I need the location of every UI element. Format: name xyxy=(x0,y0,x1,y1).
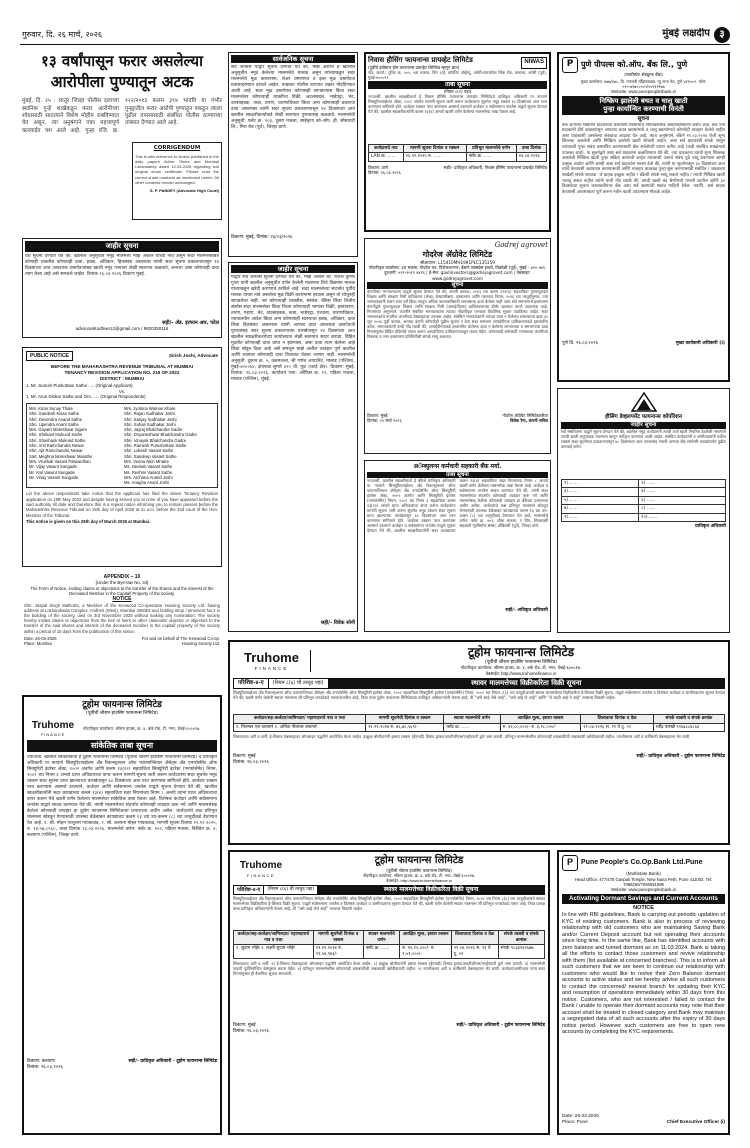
truhome-logo-1 xyxy=(233,650,311,672)
bank-right-cell: २) ...... xyxy=(639,479,726,488)
respondent-right-item: Shri. Sandeep Vasant Sathe xyxy=(124,453,177,459)
truhome-logo-1-sub: FINANCE xyxy=(254,666,289,672)
bank-right-title: जाहीर सूचना xyxy=(561,422,726,429)
truhome-table-cell: फ्लॅट क्र. ...... xyxy=(363,945,399,959)
lead-headline-1: १३ वर्षांपासून फरार असलेल्या xyxy=(41,52,203,70)
truhome-table-header: आरक्षित मूल्य, इसारा रक्कम xyxy=(500,715,581,724)
appendix-label: NOTICE xyxy=(112,596,132,603)
public-notice-en xyxy=(22,347,222,567)
niwas-table-header: प्रतिभूत मालमत्तेचे वर्णन xyxy=(466,144,516,153)
header-divider xyxy=(20,44,730,45)
versus-line: Vs. xyxy=(118,388,126,394)
sarvajanik-body: सर्व जनतेस याद्वारे सूचना देण्यात येते की, माझे अशील हे खालील अनुसूचीत नमूद केलेल्या मालमत्तेचे मालक असून त्यांच्याकडून सदर मालमत्तेचे मूळ करारनामा, शेअर प्रमाणपत्र व इतर मूळ दस्तऐवज प्रवासादरम्यान हरवले आहेत. याबाबत पोलीस ठाण्यात तक्रार नोंदविण्यात आली आहे. सदर मूळ दस्तऐवज कोणासही सापडल्यास किंवा सदर मालमत्तेवर कोणत्याही व्यक्तीचा विक्री, अदलाबदल, भाडेपट्टा, भेट, वारसाहक्क, ताबा, तारण, धारणाधिकार किंवा अन्य कोणत्याही प्रकारचा दावा असल्यास त्यांनी सदर सूचना प्रकाशनापासून १४ दिवसांच्या आत खालील स्वाक्षरीकर्त्याकडे लेखी स्वरुपात पुराव्यासह कळवावे. मालमत्तेची अनुसूची: फ्लॅट क्र. २०३, दुसरा मजला, साईकृपा को-ऑप. हौ. सोसायटी लि., मिरा रोड (पूर्व), जिल्हा ठाणे. xyxy=(231,65,355,131)
niwas-place: ठिकाण: ठाणे xyxy=(368,164,389,170)
bank-mid-sign: सही/- अधिकृत अधिकारी xyxy=(505,608,548,614)
pune-en-date: Date: 26.03.2026 xyxy=(562,1114,599,1120)
mid-public-notice-title: जाहीर सूचना xyxy=(231,265,355,273)
godrej-signatory: विवेक रैना, कंपनी सचिव xyxy=(510,417,548,423)
appendix-subtitle: [Under the Bye-law No. 34] xyxy=(95,580,149,586)
truhome-sale-body-2: सिक्युरिटायझेशन अँड रिकन्स्ट्रक्शन ऑफ फायनान्शियल ॲसेट्स अँड एनफोर्समेंट ऑफ सिक्युरिटी इंटरेस्ट ॲक्ट, २००२ सहवाचिता सिक्युरिटी इंटरेस्ट (एनफोर्समेंट) नियम, २००२ च्या नियम ८(६) च्या तरतुदीअन्वये स्थावर मालमत्तेच्या विक्रीकरिता ई-लिलाव विक्री सूचना. याद्वारे सर्वसामान्य जनतेस व विशेषतः कर्जदार व जामीनदारांना सूचना देण्यात येते की, खाली वर्णन केलेली स्थावर मालमत्ता जी प्रतिभूत धनकोकडे तारण आहे, तिचा प्रत्यक्ष ताबा प्राधिकृत अधिकाऱ्यांनी घेतला आहे, ती "जसे आहे जेथे आहे" तत्त्वावर विकली जाईल. xyxy=(233,896,545,911)
truhome-logo-2-text: Truhome xyxy=(239,860,283,872)
pune-english-notice xyxy=(557,850,730,1135)
respondents-list xyxy=(26,403,218,488)
godrej-notice xyxy=(364,238,551,454)
godrej-name: गोदरेज ॲग्रोवेट लिमिटेड xyxy=(422,249,493,259)
respondent-left-item: Shri. Upendra Anant Sathe xyxy=(29,421,79,427)
truhome-place-1: ठिकाण: मुंबई xyxy=(233,754,256,760)
pune-en-title: Activating Dormant Savings and Current Accounts xyxy=(562,894,725,904)
pune-bank-website-mr: Website: www.punepeoplesbank.in xyxy=(611,88,676,94)
bank-right-row xyxy=(562,513,726,522)
pune-en-sub: (Multistate Bank) xyxy=(626,871,661,876)
masthead-title: मुंबई लक्षदीप xyxy=(662,28,710,39)
bank-right-table xyxy=(561,479,726,523)
niwas-table-cell: फ्लॅट क्र. ...... xyxy=(466,153,516,162)
truhome-officer-2: सही/- प्राधिकृत अधिकारी - टूहोम फायनान्स लिमिटेड xyxy=(456,1023,545,1028)
truhome-table-cell: रु. १५,१०,०००/- रु. १,५१,०००/- xyxy=(400,945,451,959)
truhome-left-name: टूहोम फायनान्स लिमिटेड xyxy=(82,700,162,710)
respondent-right-item: Shri. Sanjay Sudhakar Joshi xyxy=(124,416,177,422)
bank-right-cell: ५) ...... xyxy=(562,496,639,505)
truhome-left-address: नोंदणीकृत कार्यालय: श्रीराम हाउस, क्र. ४, बर्क रोड, टी. नगर, चेन्नई-६०००१७. xyxy=(83,725,201,731)
truhome-left-body: ज्याअर्थी, खालील स्वाक्षरीकर्ता हे टूहोम फायनान्स लिमिटेड (पूर्वीची श्रीराम हाउसिंग फायनान्स लिमिटेड) चे प्राधिकृत अधिकारी या नात्याने सिक्युरिटायझेशन अँड रिकन्स्ट्रक्शन ऑफ फायनान्शियल ॲसेट्स अँड एनफोर्समेंट ऑफ सिक्युरिटी इंटरेस्ट ॲक्ट, २००२ अंतर्गत आणि कलम १३(१२) सहवाचिता सिक्युरिटी इंटरेस्ट (एनफोर्समेंट) नियम, २००२ च्या नियम ३ अन्वये प्राप्त अधिकाराचा वापर करून मागणी सूचना जारी करून कर्जदारांना सदर सूचनेत नमूद रक्कम सदर सूचना प्राप्त झाल्याच्या तारखेपासून ६० दिवसांच्या आत परत करण्यास सांगितले होते. कर्जदार रक्कम परत करण्यास असमर्थ ठरल्याने, कर्जदार आणि सर्वसामान्य जनतेस याद्वारे सूचना देण्यात येते की, खालील स्वाक्षरीकर्त्यांनी सदर कायद्याच्या कलम १३(४) सहवाचिता सदर नियमांच्या नियम ८ अन्वये त्यांना प्राप्त अधिकाराचा वापर करून येथे खाली वर्णन केलेल्या मालमत्तेचा सांकेतिक ताबा घेतला आहे. विशेषतः कर्जदार आणि सर्वसामान्य जनतेस याद्वारे सावध करण्यात येते की, त्यांनी मालमत्तेच्या संदर्भात कोणताही व्यवहार करू नये आणि मालमत्तेसह केलेला कोणताही व्यवहार हा टूहोम फायनान्स लिमिटेडच्या प्रभाराच्या अधीन असेल. कर्जदारांचे लक्ष प्रतिभूत मालमत्ता सोडवून घेण्यासाठी उपलब्ध वेळेबाबत कायद्याच्या कलम १३ च्या उप-कलम (८) च्या तरतुदीकडे वेधण्यात येत आहे. १. श्री. मोहन परशुराम गायकवाड, २. सौ. कल्पना मोहन गायकवाड, मागणी सूचना दिनांक १२.१२.२०२५, रु. १४,५७,८९६/-, ताबा दिनांक २३.०३.२०२६. मालमत्तेचे वर्णन: फ्लॅट क्र. १०२, पहिला मजला, बिल्डिंग क्र. ४, कल्याण (पश्चिम), जिल्हा ठाणे. xyxy=(27,755,217,839)
sarvajanik-place-date: ठिकाण: मुंबई, दिनांक: २६/०३/२०२६ xyxy=(231,235,293,241)
truhome-sale-notice-1 xyxy=(228,640,730,845)
niwas-notice xyxy=(364,52,551,232)
niwas-table-row xyxy=(369,153,547,162)
respondent-right-item: Shri. Suhas Sudhakar Joshi xyxy=(124,421,176,427)
respondent-left-item: Shri. Ajit Ramchandra Newar xyxy=(29,448,83,454)
respondent-left-item: Shri. Devendra Anand Sathe xyxy=(29,416,83,422)
pune-en-section: NOTICE xyxy=(633,905,654,912)
sarvajanik-notice xyxy=(228,52,358,257)
respondent-right-item: Shri. Ramesh Purushottam Sathe xyxy=(124,443,187,449)
truhome-name-1: टूहोम फायनान्स लिमिटेड xyxy=(467,645,575,659)
truhome-address-2: नोंदणीकृत कार्यालय: श्रीराम हाउस, क्र. ४, बर्क रोड, टी. नगर, चेन्नई-६०००१७. xyxy=(362,872,476,878)
truhome-left-date: दिनांक: २६.०३.२०२६ xyxy=(27,1065,63,1071)
respondent-right-item: Shri. Rajan Sudhakar Joshi xyxy=(124,411,175,417)
respondent-left-item: Mr. Atul Vasant Sangade xyxy=(29,469,75,475)
public-notice-issued: This notice is given on this 26th day of March 2026 at Mumbai. xyxy=(26,518,151,524)
niwas-table-cell: २६.११.२०२५ रु. ...... xyxy=(403,153,466,162)
corrigendum-signatory: S. P. PANDEY (Advocate High Court) xyxy=(149,188,219,194)
pune-signatory-mr: मुख्य कार्यकारी अधिकारी (i) xyxy=(675,340,725,346)
bank-right-row xyxy=(562,488,726,497)
appendix-body: Shri. Jaspal Singh Malhotra, a Member of the Kenwood Co-operative Housing Society Ltd. having address at Lokhandwala Complex, Andheri (West), Mumbai 400053 and holding shop / tenement No.2 in the building of the society, died on 3rd November 2025 without making any nomination. The society hereby invites claims or objections from the heir or heirs or other claimants/ objector or objectors to the transfer of the said shares and interest of the deceased member in the capital/ property of the society within a period of 15 days from the publication of this notice. xyxy=(24,602,220,634)
niwas-officer: सही/- प्राधिकृत अधिकारी, निवास हौसिंग फायनान्स प्रायव्हेट लिमिटेड xyxy=(443,164,547,170)
bank-right-row xyxy=(562,505,726,514)
truhome-table-cell: संपर्क ९८३३१३२६७७ xyxy=(498,945,544,959)
appendix-title: APPENDIX – 10 xyxy=(103,574,141,580)
bank-right-name: हौसिंग डेव्हलपमेंट फायनान्स कॉर्पोरेशन xyxy=(605,414,682,420)
bank-right-cell: ८) ...... xyxy=(639,505,726,514)
niwas-table xyxy=(368,144,547,162)
truhome-date-2: दिनांक: २६.०३.२०२६ xyxy=(233,1028,269,1034)
left-public-notice-body: येथे सूचना देण्यात येते की, खालील अनुसूचीत नमूद मालमत्ता माझे अशील यांच्या नावे असून सदर मालमत्तेबाबत कोणाही व्यक्तीस कोणताही दावा, हक्क, अधिकार, हितसंबंध असल्यास त्यांनी सदर सूचना प्रकाशनापासून १४ दिवसांच्या आत आवश्यक दस्तऐवजांसह खाली नमूद पत्त्यावर लेखी स्वरुपात कळवावे, अन्यथा असा कोणताही दावा त्याग केला आहे असे समजले जाईल. दिनांक २६.०३.२०२६ ठिकाण मुंबई. xyxy=(25,253,219,277)
truhome-table-1 xyxy=(233,714,725,732)
respondent-right-item: Ms. Anagha Anant Joshi xyxy=(124,480,169,486)
niwas-rule: (नियम ८(१) पहा) xyxy=(443,88,472,94)
pune-en-signatory: Chief Executive Officer (i) xyxy=(666,1120,725,1126)
truhome-table-cell: रवींद्र पारखी ९१६७८८४८६४ xyxy=(653,723,724,732)
truhome-left-logo-text: Truhome xyxy=(31,719,75,731)
bank-right-cell: ६) ...... xyxy=(639,496,726,505)
respondent-left-item: Mrs. Kiran Sunay Thate xyxy=(29,405,73,411)
opponent-line: 1. Mr. Arun Dinkar Sathe and Ors. ..... (Original Respondents) xyxy=(26,394,146,400)
truhome-left-logo-sub: FINANCE xyxy=(40,732,66,738)
truhome-symbolic-notice xyxy=(22,695,222,1135)
respondent-right-item: Mrs. Archana Anand Joshi xyxy=(124,474,173,480)
respondent-left-item: Shri. Anil Ramchandra Newar xyxy=(29,443,84,449)
bank-right-cell: ७) ...... xyxy=(562,505,639,514)
pune-place-mr: पुणे दि. २६.०३.२०२६ xyxy=(562,340,598,346)
tribunal-name: BEFORE THE MAHARASHTRA REVENUE TRIBUNAL AT MUMBAI xyxy=(50,364,194,370)
bank-mid-name: अॅम्ब्युलन्स कर्मचारी सहकारी बँक मर्या. xyxy=(413,463,502,470)
truhome-website-2: वेबसाईट: http://www.truhomefinance.in xyxy=(386,877,452,883)
truhome-table-header: स्थावर मालमत्तेचे वर्णन xyxy=(363,931,399,945)
bank-right-sign: प्राधिकृत अधिकारी xyxy=(695,524,726,530)
truhome-website-1: वेबसाईट: http://www.truhomefinance.in xyxy=(485,671,557,677)
niwas-notice-title: ताबा सूचना xyxy=(368,81,547,89)
pune-section-mr: सूचना xyxy=(637,115,650,122)
respondents-left xyxy=(29,406,120,485)
left-public-notice-title: जाहीर सूचना xyxy=(25,241,219,252)
godrej-contact: दूरध्वनी: ०२२-२५१९ ४४१६ | ई-मेल: gavlinvestors@godrejagrovet.com | वेबसाइट: www.godrejagrovet.com xyxy=(384,270,531,281)
public-notice-badge: PUBLIC NOTICE xyxy=(26,351,73,361)
godrej-date: दिनांक: २५ मार्च २०२६ xyxy=(367,417,402,423)
advocate-contact: advsonalKodhwe12@gmail.com / 9820350116 xyxy=(75,326,169,331)
truhome-table-cell: फ्लॅट क्र. ...... xyxy=(444,723,501,732)
truhome-left-title: सांकेतिक ताबा सूचना xyxy=(27,740,217,752)
truhome-left-place: ठिकाण: कल्याण xyxy=(27,1059,55,1065)
truhome-appendix-1: परिशिष्ट-४-ए xyxy=(234,679,269,688)
respondent-left-item: Mrs. Gayatri Moreshwar Sigare xyxy=(29,427,87,433)
niwas-address: नोंद. कार्या.: युनिट क्र. ५०५, ५वा मजला, विंग २/ई, कॉर्पोरेट ॲव्हेन्यू, अंधेरी-घाटकोपर लिंक रोड, चकाला, अंधेरी (पूर्व), मुंबई-४०००९९. xyxy=(368,70,547,80)
truhome-table-header: मागणी सूचनेची दिनांक व रक्कम xyxy=(313,931,363,945)
respondent-right-item: Shri. Dnyaneshwar Bhalchandra Gadre xyxy=(124,432,197,438)
niwas-table-cell: LAN क्र. ...... xyxy=(369,153,404,162)
lead-body: मुंबई, दि. २५ : लातूर जिल्हा पोलीस दलाच्या स्थानिक गुन्हे शाखेकडून फरार आरोपीच्या शोधासाठी सातत्याने विशेष मोहीम राबविण्यात येत असून, त्या अनुषंगाने एका महत्त्वपूर्ण कारवाईत यश आले आहे. गुन्हा रजि. क्र. १२२/२०१३ कलम ३९४ भादवि या गंभीर गुन्ह्यातील फरार आरोपी पुण्याहून पकडून त्याला पुढील तपासासाठी संबंधित पोलीस ठाण्याच्या ताब्यात देण्यात आले आहे. xyxy=(22,98,222,134)
godrej-body: कंपनीच्या भागधारकांना याद्वारे सूचना देण्यात येते की, कंपनी कायदा, २०१३ च्या कलम १२४(६) सहवाचिता गुंतवणूकदार शिक्षण आणि संरक्षण निधी प्राधिकरण (लेखा, लेखापरीक्षण, हस्तांतरण आणि परतावा) नियम, २०१६ च्या तरतुदीनुसार, ज्या भागधारकांनी सलग सात वर्षे किंवा त्याहून अधिक कालावधीसाठी लाभांशाचा दावा केलेला नाही अशा सर्व समभागांचे हस्तांतरण कंपनीद्वारे गुंतवणूकदार शिक्षण आणि संरक्षण निधी (आयईपीएफ) प्राधिकरणाच्या डीमॅट खात्यात करणे आवश्यक आहे. नियमांच्या अनुषंगाने, कंपनीने संबंधित भागधारकांना त्यांच्या नोंदणीकृत पत्त्यावर वैयक्तिक सूचना पाठविल्या आहेत. सदर भागधारकांचे तपशील कंपनीच्या वेबसाइटवर उपलब्ध आहेत. संबंधित भागधारकांनी त्यांच्या दावा न केलेल्या लाभांशाचा दावा ३० जून २०२६ पूर्वी करावा, अन्यथा कंपनी कोणतीही पुढील सूचना न देता सदर समभाग आयईपीएफ प्राधिकरणाकडे हस्तांतरित करेल. भागधारकांनी याची नोंद घ्यावी की, आयईपीएफकडे हस्तांतरित केलेल्या दावा न केलेल्या लाभांशाचा व समभागांचा दावा नियमांनुसार विहित प्रक्रियेचे पालन करून आयईपीएफ प्राधिकरणाकडून करता येईल. कोणत्याही शंकेसाठी भागधारक कंपनीच्या निबंधक व भाग हस्तांतरण प्रतिनिधीशी संपर्क साधू शकतात. xyxy=(367,288,548,339)
truhome-table-header: स्थावर मालमत्तेचे वर्णन xyxy=(444,715,501,724)
godrej-address: नोंदणीकृत कार्यालय: ३रा मजला, गोदरेज वन, पिरोजशानगर, ईस्टर्न एक्सप्रेस हायवे, विक्रोळी (पूर्व), मुंबई - ४०० ०७९. xyxy=(368,265,547,270)
left-public-notice-sign: सही/- ॲड. इरफान आर. पटेल xyxy=(162,319,219,326)
truhome-name-2: टूहोम फायनान्स लिमिटेड xyxy=(374,855,464,866)
pune-title-2: पुन्हा कार्यान्वित करण्याची विनंती xyxy=(562,105,725,114)
case-line: TENANCY REVISION APPLICATION NO. 219 OF 2022 xyxy=(64,369,180,375)
corrigendum-title: CORRIGENDUM xyxy=(153,145,201,151)
truhome-sale-body-1: सिक्युरिटायझेशन अँड रिकन्स्ट्रक्शन ऑफ फायनान्शियल ॲसेट्स अँड एनफोर्समेंट ऑफ सिक्युरिटी इंटरेस्ट ॲक्ट, २००२ सहवाचिता सिक्युरिटी इंटरेस्ट (एनफोर्समेंट) नियम, २००२ च्या नियम ८(६) च्या तरतुदीअन्वये स्थावर मालमत्तेच्या विक्रीकरिता ई-लिलाव विक्री सूचना. याद्वारे सर्वसामान्य जनतेस व विशेषतः कर्जदार व जामीनदारांना सूचना देण्यात येते की, खाली वर्णन केलेली स्थावर मालमत्ता जी प्रतिभूत धनकोकडे तारण/प्रभारित आहे, तिचा ताबा टूहोम फायनान्स लिमिटेडच्या प्राधिकृत अधिकाऱ्यांनी घेतला आहे, ती "जसे आहे जेथे आहे", "जसे आहे जे आहे" आणि "जे काही आहे ते आहे" तत्त्वावर विकली जाईल. xyxy=(233,690,725,701)
lead-headline-2: आरोपीला पुण्यातून अटक xyxy=(50,72,194,91)
truhome-rule-2: (नियम ८(६) ची तरतूद पहा) xyxy=(264,886,318,894)
bank-right-cell: १०) ...... xyxy=(639,513,726,522)
appendix-subtitle2: The Form of Notice, inviting claims or objections to the transfer of the shares and the interest of the Deceased Member in the Capital/ Property of the society. xyxy=(30,585,214,596)
truhome-name-sub-1: (पूर्वीची श्रीराम हाउसिंग फायनान्स लिमिटेड) xyxy=(485,660,557,665)
truhome-sale-notice-2 xyxy=(228,850,550,1135)
truhome-sale-title-1: स्थावर मालमत्तेच्या विक्रीकरिता विक्री सूचना xyxy=(329,679,724,688)
truhome-table-header: कर्जदार/सह-कर्जदार/जामिनदार/ गहाणदाराचे नाव व पत्ता xyxy=(234,931,314,945)
truhome-table-cell: २१.०४.२०२६ स. ११ ते दु. ०१ xyxy=(581,723,654,732)
pune-bank-logo-icon: P xyxy=(562,57,578,73)
bank-right-logo-icon xyxy=(561,392,726,412)
niwas-table-header: कर्जदाराचे नाव xyxy=(369,144,404,153)
niwas-name: निवास हौसिंग फायनान्स प्रायव्हेट लिमिटेड xyxy=(368,56,473,64)
godrej-notice-title: सूचना xyxy=(367,282,548,289)
truhome-table-header: आरक्षित मूल्य, इसारा रक्कम xyxy=(400,931,451,945)
mid-public-notice-body: याद्वारे सर्व जनतेस सूचना देण्यात येते की, माझे अशील श्री. राजेश कुमार गुप्ता यांनी खालील अनुसूचीत वर्णन केलेली मालमत्ता तिचे विद्यमान मालक यांच्याकडून खरेदी करण्याचे ठरविले आहे. सदर मालमत्तेच्या संदर्भात पूर्वीचे मालक यांच्या नावे असलेला मूळ विक्री करारनामा हरवला असून तो शोधूनही सापडलेला नाही. जर कोणत्याही व्यक्तीस, संस्थेस, बँकेस किंवा वित्तीय संस्थेस सदर मालमत्तेवर किंवा तिच्या कोणत्याही भागावर विक्री, हस्तांतरण, तारण, गहाण, भेट, वारसाहक्क, ताबा, भाडेपट्टा, परवाना, धारणाधिकार, न्यायालयीन आदेश किंवा अन्य कोणत्याही स्वरुपाचा हक्क, अधिकार, दावा किंवा हितसंबंध असल्यास त्यांनी आपला दावा आवश्यक दस्तऐवजी पुराव्यांसह सदर सूचना प्रकाशनाच्या तारखेपासून १४ दिवसांच्या आत खालील स्वाक्षरीकर्त्याच्या कार्यालयात लेखी स्वरुपात सादर करावा. विहित मुदतीत कोणताही दावा प्राप्त न झाल्यास, असा दावा त्याग केलेला आहे किंवा सोडून दिला आहे असे समजून माझे अशील व्यवहार पूर्ण करतील आणि त्यानंतर कोणताही दावा विचारात घेतला जाणार नाही. मालमत्तेची अनुसूची: दुकान क्र. ५, तळमजला, श्री गणेश अपार्टमेंट, मालाड (पश्चिम), मुंबई-४०००६४, क्षेत्रफळ सुमारे ३२० चौ. फूट (चटई क्षेत्र). ठिकाण: मुंबई, दिनांक: २६.०३.२०२६. कार्यालय पत्ता: ऑफिस क्र. ११, पहिला मजला, मालाड (पश्चिम), मुंबई. xyxy=(231,275,355,383)
truhome-table-row xyxy=(234,723,725,732)
niwas-table-cell: २३.०३.२०२६ xyxy=(516,153,546,162)
pune-en-name: Pune People's Co.Op.Bank Ltd.Pune xyxy=(581,858,703,866)
appendix-date: Date: 26-03-2026 xyxy=(24,635,57,641)
truhome-address-1: नोंदणीकृत कार्यालय: श्रीराम हाउस, क्र. ४, बर्क रोड, टी. नगर, चेन्नई-६०००१७. xyxy=(460,665,582,671)
truhome-table-header: कर्जदार/सह-कर्जदार/जामिनदार/ गहाणदाराचे नाव व पत्ता xyxy=(234,715,366,724)
truhome-left-officer: सही/- प्राधिकृत अधिकारी - टूहोम फायनान्स लिमिटेड xyxy=(128,1059,217,1065)
mid-public-notice-sign: सही/- विवेक सोनी xyxy=(320,620,355,627)
truhome-logo-2-sub: FINANCE xyxy=(246,872,276,878)
bank-right-cell: ३) ...... xyxy=(562,488,639,497)
truhome-table-cell: २९.११.२०२४ रु. १९,५४,९४३/- xyxy=(313,945,363,959)
godrej-place: ठिकाण: मुंबई xyxy=(367,412,388,418)
truhome-appendix-2: परिशिष्ट-४-ए xyxy=(234,886,264,894)
public-notice-footer: Let the above respondents take notice that the applicant has filed the above Tenancy Revision application on 18th May 2022 and despite having served you at none of you have appeared before the said authority till date and therefore this is a repeat notice informing you to remain present before the Maharashtra Revenue Tribunal on 15th day of April 2026 at 11 a.m. before the 2nd court of the Hon. Member of the Tribunal. xyxy=(26,491,218,518)
niwas-logo: NIWAS xyxy=(521,57,547,69)
bank-right-row xyxy=(562,479,726,488)
truhome-table-header: लिलावाचा दिनांक व वेळ xyxy=(451,931,498,945)
bank-right-notice xyxy=(557,388,730,633)
pune-bank-name-mr: पुणे पीपल्स को.ऑप. बँक लि., पुणे xyxy=(581,60,688,69)
mid-public-notice xyxy=(228,262,358,632)
pune-body-mr: बँक आपल्या विद्यमान ग्राहकांच्या केवायसी तपशीलाचे नियतकालिक अद्ययावतीकरण करीत आहे. बँक ज्या ग्राहकांनी दीर्घ काळापासून आपल्या बचत खात्यांमध्ये व चालू खात्यांमध्ये कोणतेही व्यवहार केलेले नाहीत अशा ग्राहकांशी असलेल्या संबंधांचा आढावा घेत आहे. त्याच अनुषंगाने, बँकेने ११.०३.२०२४ रोजी शून्य शिल्लक असलेली आणि निष्क्रिय झालेली खाती शोधली आहेत. अशा सर्व ग्राहकांशी संपर्क साधून त्यांच्याशी पुन्हा संबंध प्रस्थापित करण्यासाठी बँक सर्वतोपरी प्रयत्न करीत आहे (यादी संबंधित शाखांमध्ये उपलब्ध आहे). या सूचनेद्वारे अशा सर्व ग्राहकांना कळविण्यात येते की, ज्या ग्राहकांना त्यांची शून्य शिल्लक असलेली निष्क्रिय खाती पुन्हा सक्रिय करायची आहेत त्यांच्याशी आमचे संबंध पुढे चालू ठेवण्यास आम्ही उत्सुक आहोत आणि आम्ही अशा सर्व ग्राहकांना सल्ला देतो की, त्यांनी या सूचनेपासून ३० दिवसांच्या आत त्यांचे केवायसी अद्ययावत करण्यासाठी आणि व्यवहार तात्काळ पुन्हा सुरू करण्यासाठी संबंधित / जवळच्या शाखेशी संपर्क साधावा. जे ग्राहक इच्छुक नाहीत / बँकेशी संपर्क साधू शकले नाहीत / त्यांची निष्क्रिय खाती चालवू शकत नाहीत त्यांनी याची नोंद घ्यावी की, त्यांची खाती बंद श्रेणीमध्ये गणली जातील आणि ३० दिवसांच्या सूचना कालावधीनंतर बँक अशा सर्व खात्यांची स्वतंत्र माहिती ठेवेल. तथापि, असे ग्राहक केवायसी आवश्यकता पूर्ण करून नवीन खाती उघडण्यास मोकळे आहेत. xyxy=(562,122,725,195)
bank-mid-title: ताबा सूचना xyxy=(367,472,548,479)
left-public-notice xyxy=(22,238,222,338)
appendix-for-society: For and on behalf of The Kenwood Co-op. Housing Society Ltd. xyxy=(141,635,220,646)
truhome-name-sub-2: (पूर्वीची श्रीराम हाउसिंग फायनान्स लिमिटेड) xyxy=(386,867,452,873)
truhome-table-2 xyxy=(233,930,545,959)
respondent-left-item: Mr. Vijay Vasant Sangade xyxy=(29,464,77,470)
truhome-table-cell: रु. ३२,८०,०००/- रु. ३,२८,०००/- xyxy=(500,723,581,732)
truhome-terms-2: लिलावाच्या अटी व शर्ती: १) ई-लिलाव वेबसाइटवर ऑनलाइन पद्धतीने आयोजित केला जाईल. २) इच्छुक बोलीदारांनी इसारा रक्कम (ईएमडी) डिमांड ड्राफ्ट/आरटीजीएस/एनईएफटी द्वारे जमा करावी. ३) मालमत्तेची पाहणी पूर्वनियोजित वेळेनुसार करता येईल. ४) प्रतिभूत मालमत्तेवरील कोणत्याही थकबाकीची जबाबदारी खरेदीदाराची राहील. ५) तपशीलवार अटी व शर्तींसाठी वेबसाइटला भेट द्यावी. कर्जदार/जामीनदार यांना सदर नियमांनुसार ही वैधानिक सूचना समजावी. xyxy=(233,961,545,976)
applicant-line: 1. Mr. Suresh Pushottam Sathe ..... (Original Applicant) xyxy=(26,383,133,389)
truhome-table-header: संपर्क व्यक्ती व संपर्क क्रमांक xyxy=(653,715,724,724)
truhome-left-name-sub: (पूर्वीची श्रीराम हाउसिंग फायनान्स लिमिटेड) xyxy=(86,711,158,717)
appendix-notice xyxy=(22,572,222,690)
pune-marathi-notice xyxy=(557,52,730,382)
sarvajanik-title: सार्वजनिक सूचना xyxy=(231,55,355,63)
niwas-table-header: मागणी सूचना दिनांक व रक्कम xyxy=(403,144,466,153)
respondents-right xyxy=(124,406,215,485)
bank-right-cell: ४) ...... xyxy=(639,488,726,497)
respondent-left-item: Shri. Sandesh Kisan Sathe xyxy=(29,411,80,417)
bank-right-row xyxy=(562,496,726,505)
district-line: DISTRICT : MUMBAI xyxy=(99,375,145,381)
bank-mid-notice xyxy=(364,460,551,632)
niwas-table-header: ताबा दिनांक xyxy=(516,144,546,153)
respondent-left-item: Smt. Meghna Moreshwar Marathe xyxy=(29,453,93,459)
truhome-sale-title-2: स्थावर मालमत्तेच्या विक्रीकरिता विक्री सूचना xyxy=(318,886,544,894)
bank-mid-body: ज्याअर्थी, खालील स्वाक्षरीकर्ता हे बँकेचे प्राधिकृत अधिकारी या नात्याने सिक्युरिटायझेशन अँड रिकन्स्ट्रक्शन ऑफ फायनान्शियल ॲसेट्स अँड एनफोर्समेंट ऑफ सिक्युरिटी इंटरेस्ट ॲक्ट, २००२ अंतर्गत आणि सिक्युरिटी इंटरेस्ट (एनफोर्समेंट) नियम, २००२ च्या नियम ३ सहवाचिता कलम १३(१२) अन्वये प्राप्त अधिकारांचा वापर करून कर्जदारांना मागणी सूचना जारी करून सूचनेत नमूद रक्कम सदर सूचना प्राप्त झाल्याच्या तारखेपासून ६० दिवसांच्या आत परत करण्यास सांगितले होते. कर्जदार रक्कम परत करण्यास असमर्थ ठरल्याने कर्जदार व सर्वसामान्य जनतेस याद्वारे सूचना देण्यात येते की, खालील स्वाक्षरीकर्त्यांनी सदर कायद्याच्या कलम १३(४) सहवाचिता सदर नियमांच्या नियम ८ अन्वये खाली वर्णन केलेल्या मालमत्तेचा ताबा घेतला आहे. कर्जदार व सर्वसामान्य जनतेस सावध करण्यात येते की, त्यांनी सदर मालमत्तेच्या संदर्भात कोणताही व्यवहार करू नये आणि मालमत्तेसह केलेला कोणताही व्यवहार हा बँकेच्या प्रभाराच्या अधीन असेल. कर्जदारांचे लक्ष प्रतिभूत मालमत्ता सोडवून घेण्यासाठी उपलब्ध वेळेबाबत कायद्याच्या कलम १३ च्या उप-कलम (८) च्या तरतुदीकडे वेधण्यात येत आहे. मालमत्तेचे वर्णन: फ्लॅट क्र. ४०१, चौथा मजला, ए विंग, शिवशक्ती सहकारी गृहनिर्माण संस्था, डोंबिवली (पूर्व), जिल्हा ठाणे. xyxy=(367,478,548,534)
public-notice-advocate: Sirish Joshi, Advocate xyxy=(168,353,218,359)
pune-en-website: Website: www.punepeoplesbank.in xyxy=(611,887,676,893)
respondent-right-item: Shri. Vinayak Bhalchandra Gadre xyxy=(124,437,187,443)
truhome-table-header: लिलावाचा दिनांक व वेळ xyxy=(581,715,654,724)
godrej-for-company: गोदरेज ॲग्रोवेट लिमिटेडकरिता xyxy=(502,412,548,418)
truhome-table-header: संपर्क व्यक्ती व संपर्क क्रमांक xyxy=(498,931,544,945)
pune-en-logo-icon: P xyxy=(562,855,578,871)
issue-date: गुरुवार, दि. २६ मार्च, २०२६ xyxy=(22,30,103,39)
pune-title-1: निष्क्रिय झालेली बचत व चालू खाती xyxy=(562,96,725,105)
page-number: ३ xyxy=(714,27,730,43)
respondent-right-item: Mrs. Veena Nitin Mhatre xyxy=(124,458,169,464)
respondent-left-item: Mrs. Vrushali Vasant Patwardhan xyxy=(29,458,91,464)
corrigendum-body: This is with reference to Notice published in the daily papers Active Times and Mumbai Lakshadeep dated 12.03.2026 regarding lost original share certificate. Please read the correct share numbers as mentioned herein. All other contents remain unchanged. xyxy=(135,153,219,185)
respondent-left-item: Mr. Vinay Vasant Sangade xyxy=(29,474,79,480)
respondent-right-item: Mrs. Jyotsna Waman Khare xyxy=(124,405,176,411)
truhome-date-1: दिनांक: २६.०३.२०२६ xyxy=(233,760,269,766)
truhome-table-cell: २१.०४.२०२६ स. ११ ते दु. ०१ xyxy=(451,945,498,959)
truhome-place-2: ठिकाण: मुंबई xyxy=(233,1023,256,1028)
appendix-place: Place: Mumbai xyxy=(24,640,52,646)
truhome-officer-1: सही/- प्राधिकृत अधिकारी - टूहोम फायनान्स लिमिटेड xyxy=(636,754,725,760)
godrej-cin: सीआयएन: L15410MH1991PLC135359 xyxy=(420,259,495,265)
respondent-left-item: Shri. Shashank Mukund Sathe xyxy=(29,437,86,443)
truhome-table-cell: १. सुदाम भोईर २. लक्ष्मी सुदाम भोईर xyxy=(234,945,314,959)
truhome-table-cell: १. निलम्बर एस वाघमारे २. अनिता नीलांबर वाघमारे xyxy=(234,723,366,732)
respondent-right-item: Shri. Lokesh Vasant Sathe xyxy=(124,448,174,454)
truhome-rule-1: (नियम ८(६) ची तरतूद पहा) xyxy=(269,679,329,688)
niwas-date: दिनांक: २६.०३.२०२६ xyxy=(368,170,401,175)
truhome-logo-1-text: Truhome xyxy=(244,649,299,665)
corrigendum-box xyxy=(132,142,222,220)
bank-right-cell: १) ...... xyxy=(562,479,639,488)
truhome-logo-2 xyxy=(233,860,289,878)
niwas-body: ज्याअर्थी, खालील स्वाक्षरीकर्ता हे निवास हौसिंग फायनान्स प्रायव्हेट लिमिटेडचे प्राधिकृत अधिकारी या नात्याने सिक्युरिटायझेशन ॲक्ट, २००२ अंतर्गत मागणी सूचना जारी करून कर्जदारांना सूचनेत नमूद रक्कम ६० दिवसांच्या आत परत करण्यास सांगितले होते. कर्जदार रक्कम परत करण्यास असमर्थ ठरल्याने कर्जदार व सर्वसामान्य जनतेस याद्वारे सूचना देण्यात येते की, खालील स्वाक्षरीकर्त्यांनी कलम १३(४) अन्वये खाली वर्णन केलेल्या मालमत्तेचा ताबा घेतला आहे. xyxy=(368,93,547,114)
respondent-left-item: Shri. Shrikant Mukund Sathe xyxy=(29,432,83,438)
niwas-subtitle: (पूर्वीचे इंडोस्टार होम फायनान्स प्रायव्हेट लिमिटेड म्हणून ज्ञात) xyxy=(368,64,460,70)
respondent-right-item: Ms. Neelam Vasant Sathe xyxy=(124,464,173,470)
bank-right-body: सर्व संबंधितांना याद्वारे सूचना देण्यात येते की, खालील नमूद कर्जदारांनी त्यांची कर्ज खाती नियमित ठेवलेली नसल्याने त्यांची खाती अनुत्पादक मालमत्ता म्हणून वर्गीकृत करण्यात आली आहेत. संबंधित कर्जदारांनी व जामीनदारांनी थकीत रक्कम सदर सूचनेच्या प्रकाशनापासून ६० दिवसांच्या आत व्याजासह भरावी अन्यथा बँक सरफेसी कायद्यांतर्गत पुढील कारवाई करेल. xyxy=(561,428,726,449)
bank-right-cell: ९) ...... xyxy=(562,513,639,522)
godrej-logo: Godrej agrovet xyxy=(494,241,548,249)
truhome-terms-1: लिलावाच्या अटी व शर्ती: ई-लिलाव वेबसाइटवर ऑनलाइन पद्धतीने आयोजित केला जाईल. इच्छुक बोलीदारांनी इसारा रक्कम (ईएमडी) डिमांड ड्राफ्ट/आरटीजीएस/एनईएफटी द्वारे जमा करावी. प्रतिभूत मालमत्तेवरील कोणत्याही थकबाकीची जबाबदारी खरेदीदाराची राहील. तपशीलवार अटी व शर्तींसाठी वेबसाइटला भेट द्यावी. xyxy=(233,734,691,740)
truhome-left-logo xyxy=(27,720,79,738)
truhome-table-header: मागणी सूचनेची दिनांक व रक्कम xyxy=(366,715,444,724)
pune-bank-sub-mr: (मल्टीस्टेट शेड्युल्ड बँक) xyxy=(624,73,663,78)
pune-en-place: Place: Pune xyxy=(562,1120,588,1126)
pune-en-body: In line with RBI guidelines, Bank is carrying out periodic updation of KYC of existing customers. Bank is also in process of reviewing relationship with old customers who are maintaining Saving Bank and/or Current Deposit account but not operating their accounts since long time. In the same line, Bank has identified accounts with zero balance and turned dormant as on 11.03.2024. Bank is taking all the efforts to contact those customers and revive relationship with them (list available at concerned branches). This is to inform all such customers that we are keen to continue our relationship with customers who would like to revive their Zero Balance dormant accounts to active status and we hereby advise all such customers to contact the concerned/ nearest branch for updating their KYC and resumption of operations immediately within 30 days from this notice. Customers, who are not interested / failed to contact the Bank / unable to operate their dormant accounts may note that their account shall be treated in closed category and Bank may maintain a segregated data of all such accounts after the expiry of 30 days notice period. However such customers are free to open new accounts by completing the KYC requirements. xyxy=(562,912,725,1036)
pune-bank-address-mr: मुख्य कार्यालय: ४७७/४७८, ठि. गणपती मंदिराजवळ, न्यू नाना पेठ, पुणे ४११००२. फोन: ०२०-७१७०८५०५/५५९९९९७७ xyxy=(580,78,707,89)
truhome-table-row xyxy=(234,945,545,959)
pune-en-address: Head Office: 477/478 Ganpati Temple, New Nana Peth, Pune 411002. Tel: 7066250/7066051999 xyxy=(574,876,713,887)
respondent-right-item: Shri. Jayraj Bhalchandra Gadre xyxy=(124,427,183,433)
respondent-right-item: Ms. Reshmi Vasant Sathe xyxy=(124,469,173,475)
truhome-table-cell: २१.११.२०२४ रु. ४६,७८,५६९/- xyxy=(366,723,444,732)
